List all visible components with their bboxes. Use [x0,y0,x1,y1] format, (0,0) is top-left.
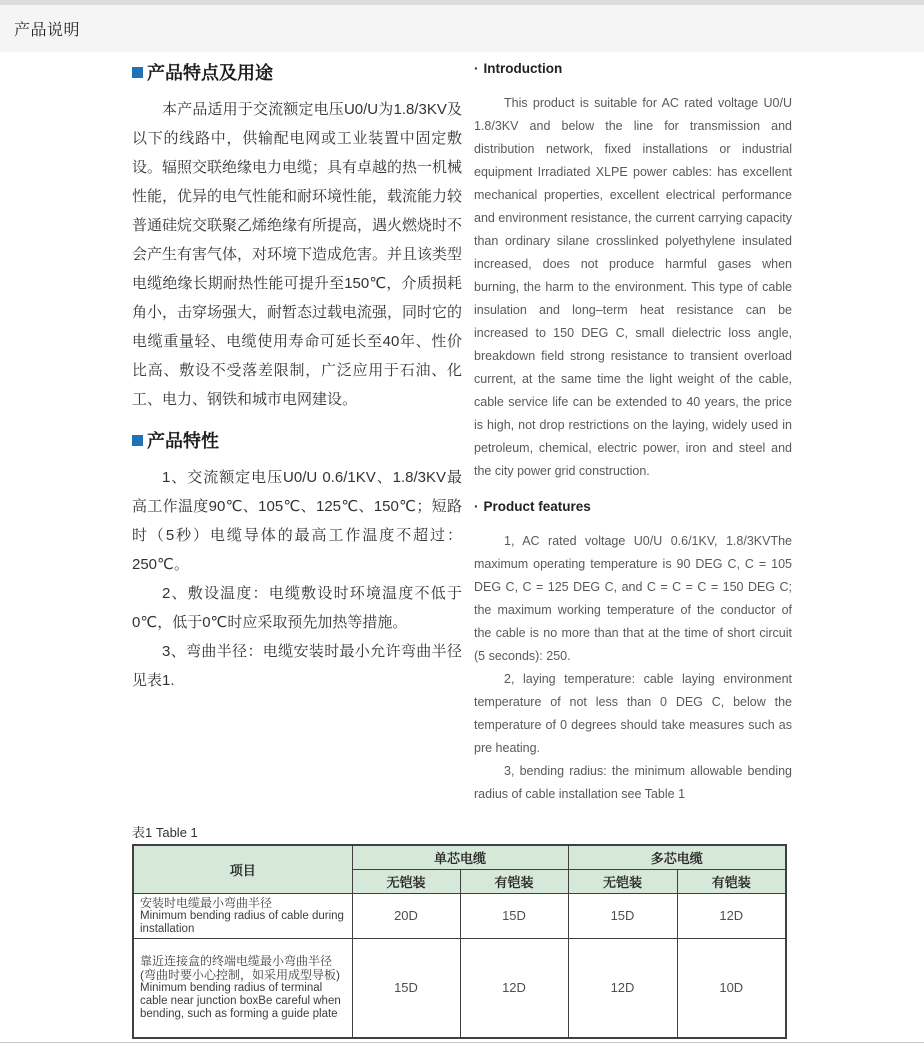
section-title-product-characteristics [132,427,462,453]
header-armored: 有铠装 [677,869,786,893]
bend-radius-value: 12D [460,938,568,1038]
header-single-core-cable: 单芯电缆 [352,845,568,869]
bend-radius-value: 12D [677,893,786,938]
page-title: 产品说明 [14,22,81,39]
row-label-zh: 靠近连接盒的终端电缆最小弯曲半径 [140,954,333,969]
section-title-text: Product features [483,499,591,514]
page-header [0,5,924,52]
bend-radius-value: 10D [677,938,786,1038]
intro-paragraph-zh: 本产品适用于交流额定电压U0/U为1.8/3KV及以下的线路中，供输配电网或工业装置中固定敷设。辐照交联绝缘电力电缆；具有卓越的热一机械性能，优异的电气性能和耐环境性能，载流能力较普通硅烷交联聚乙烯绝缘有所提高，遇火燃烧时不会产生有害气体，对环境下造成危害。并且该类型电缆绝缘长期耐热性能可提升至150℃，介质损耗角小，击穿场强大，耐暂态过载电流强，同时它的电缆重量轻、电缆使用寿命可延长至40年、性价比高、敷设不受落差限制，广泛应用于石油、化工、电力、钢铁和城市电网建设。 [132,101,463,408]
row-label-cell [133,893,352,938]
section-title-text: 产品特点及用途 [147,63,273,83]
table-caption: 表1 Table 1 [132,825,198,840]
feature-item-en-2: 2, laying temperature: cable laying environment temperature of not less than 0 DEG C, below the temperature of 0 degrees should take measures such as pre heating. [474,672,792,755]
table-header-row-groups [133,845,786,869]
table-row [133,893,786,938]
section-title-introduction [474,61,792,76]
header-unarmored: 无铠装 [352,869,460,893]
dot-bullet-icon: · [474,61,479,76]
intro-paragraph-en: This product is suitable for AC rated voltage U0/U 1.8/3KV and below the line for transmission and distribution network, fixed installations or industrial equipment Irradiated XLPE power cables: has excellent mechanical properties, excellent electrical performance and environment resistance, the current carrying capacity than ordinary silane crosslinked polyethylene insulated increased, does not produce harmful gases when burning, the harm to the environment. This type of cable insulation and long–term heat resistance can be increased to 150 DEG C, small dielectric loss angle, breakdown field strong resistance to transient overload current, at the same time the light weight of the cable, cable service life can be extended to 40 years, the price is high, not drop restrictions on the laying, widely used in petroleum, chemical, electric power, iron and steel and the city power grid construction. [474,96,792,478]
feature-item-en-1: 1, AC rated voltage U0/U 0.6/1KV, 1.8/3KVThe maximum operating temperature is 90 DEG C, C = 105 DEG C, C = 125 DEG C, and C = C = C = 150 DEG C; the maximum working temperature of the conductor of the cable is no more than that at the time of short circuit (5 seconds): 250. [474,534,792,663]
section-title-product-features [474,499,792,514]
row-label-en: Minimum bending radius of cable during installation [140,909,344,935]
bending-radius-table [132,844,787,1039]
two-column-body [132,57,792,806]
content-area [132,52,792,1039]
bend-radius-value: 15D [568,893,677,938]
blue-square-bullet-icon [132,435,143,446]
bend-radius-value: 15D [460,893,568,938]
row-label-zh-note: (弯曲时要小心控制，如采用成型导板) [140,968,340,983]
english-column [474,57,792,806]
table-row [133,938,786,1038]
row-label-en: Minimum bending radius of terminal cable near junction boxBe careful when bending, such as forming a guide plate [140,982,341,1021]
section-title-text: 产品特性 [147,431,219,451]
header-item-column: 项目 [133,845,352,893]
bend-radius-value: 12D [568,938,677,1038]
blue-square-bullet-icon [132,67,143,78]
section-title-features-and-usage [132,59,462,85]
section-title-text: Introduction [483,61,563,76]
row-label-zh: 安装时电缆最小弯曲半径 [140,895,273,910]
header-unarmored: 无铠装 [568,869,677,893]
header-armored: 有铠装 [460,869,568,893]
feature-item-en-3: 3, bending radius: the minimum allowable bending radius of cable installation see Table 1 [474,764,792,801]
row-label-cell [133,938,352,1038]
header-multi-core-cable: 多芯电缆 [568,845,786,869]
feature-item-zh-2: 2、敷设温度：电缆敷设时环境温度不低于0℃，低于0℃时应采取预先加热等措施。 [132,585,462,631]
bend-radius-value: 15D [352,938,460,1038]
feature-item-zh-3: 3、弯曲半径：电缆安装时最小允许弯曲半径见表1. [132,643,462,689]
bend-radius-value: 20D [352,893,460,938]
chinese-column [132,57,462,695]
feature-item-zh-1: 1、交流额定电压U0/U 0.6/1KV、1.8/3KV最高工作温度90℃、105℃、125℃、150℃；短路时（5秒）电缆导体的最高工作温度不超过：250℃。 [132,469,462,573]
dot-bullet-icon: · [474,499,479,514]
